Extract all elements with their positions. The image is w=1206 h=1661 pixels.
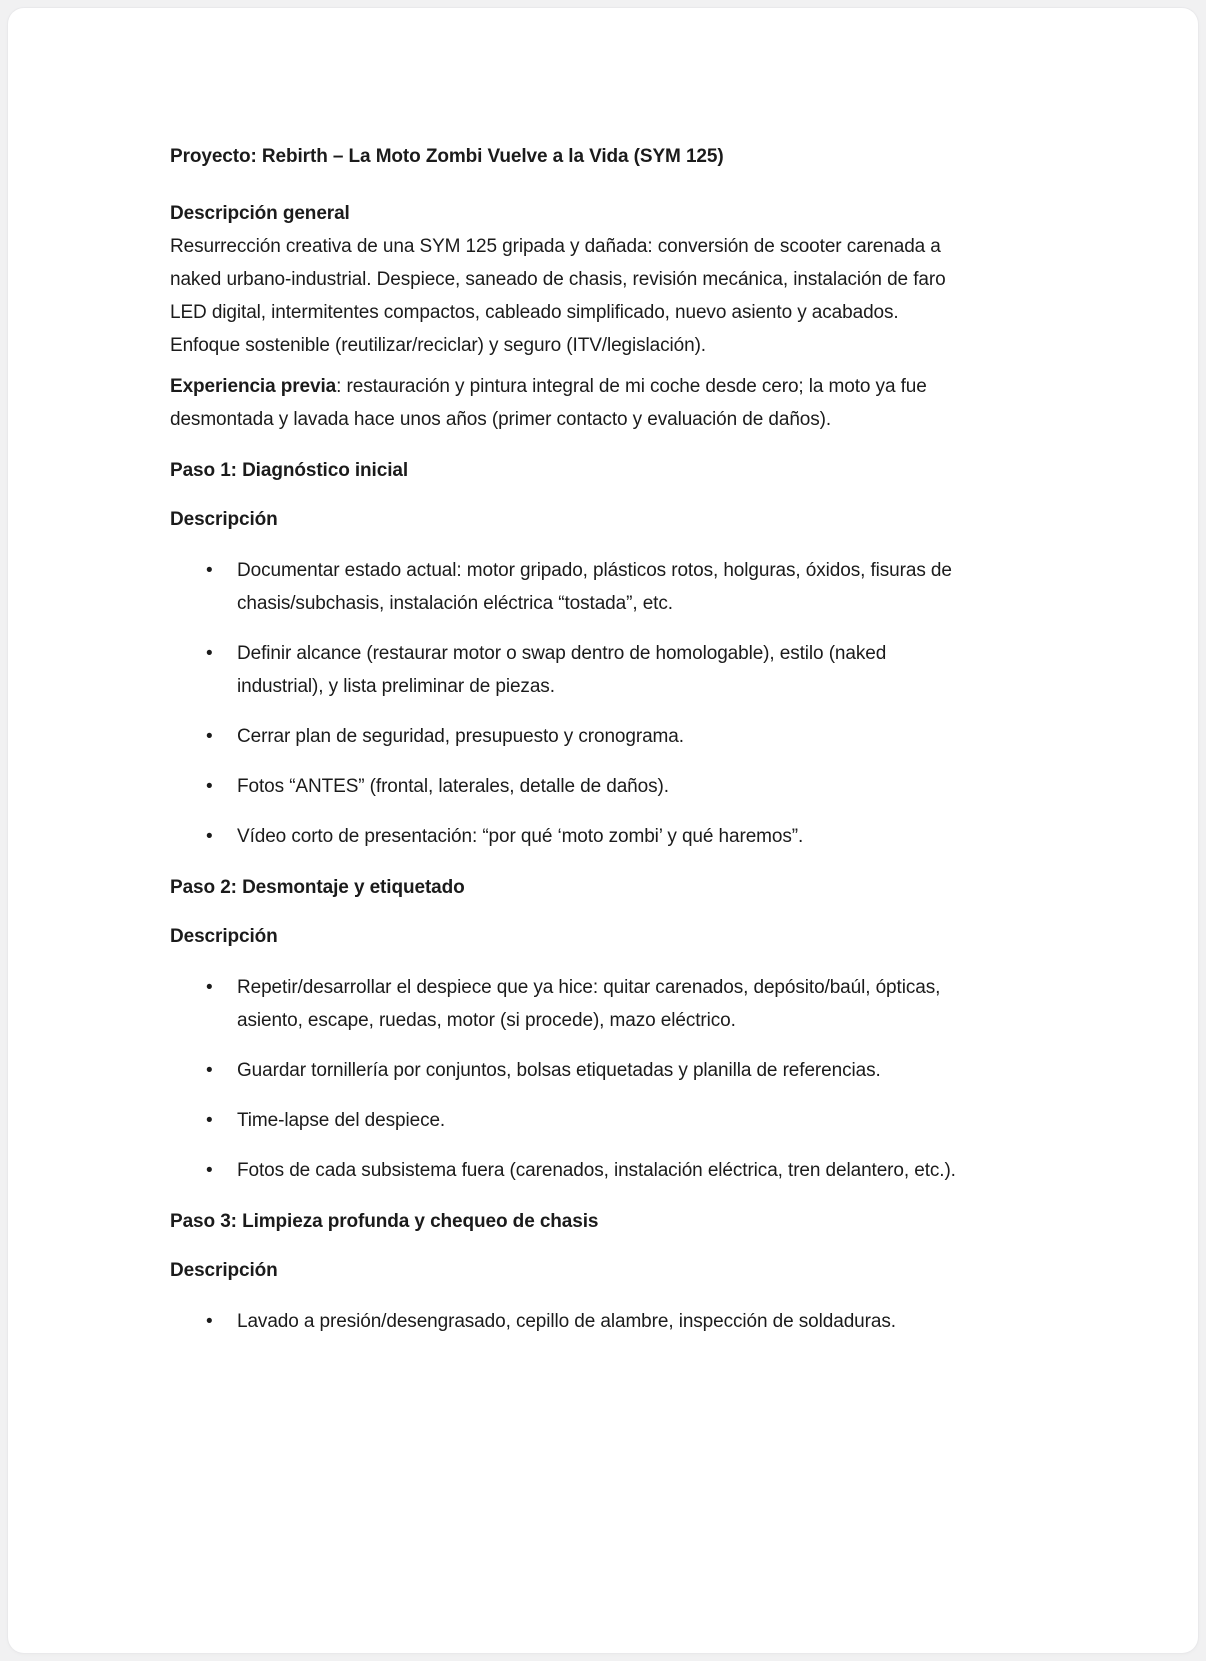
paragraph-experiencia bbox=[170, 370, 968, 436]
paragraph-general bbox=[170, 230, 968, 362]
heading-paso-2: Paso 2: Desmontaje y etiquetado bbox=[170, 877, 465, 898]
heading-paso-3: Paso 3: Limpieza profunda y chequeo de chasis bbox=[170, 1211, 599, 1232]
bullet-item: • Guardar tornillería por conjuntos, bolsas etiquetadas y planilla de referencias. bbox=[170, 1054, 968, 1087]
heading-descripcion-general: Descripción general bbox=[170, 203, 350, 224]
experiencia-text: : restauración y pintura integral de mi coche desde cero; la moto ya fue desmontada y lavada hace unos años (primer contacto y evaluación de daños). bbox=[170, 376, 927, 430]
paragraph-general-text: Resurrección creativa de una SYM 125 gripada y dañada: conversión de scooter carenada a naked urbano-industrial. Despiece, saneado de chasis, revisión mecánica, instalación de faro LED digital, intermitentes compactos, cableado simplificado, nuevo asiento y acabados. Enfoque sostenible (reutilizar/reciclar) y seguro (ITV/legislación). bbox=[170, 236, 946, 356]
bullet-item: • Fotos de cada subsistema fuera (carenados, instalación eléctrica, tren delantero, etc.). bbox=[170, 1154, 968, 1187]
bullet-item: • Documentar estado actual: motor gripado, plásticos rotos, holguras, óxidos, fisuras de chasis/subchasis, instalación eléctrica “tostada”, etc. bbox=[170, 554, 968, 620]
subheading-paso-3-descripcion: Descripción bbox=[170, 1260, 278, 1281]
heading-paso-1: Paso 1: Diagnóstico inicial bbox=[170, 460, 409, 481]
document-content bbox=[8, 8, 968, 1338]
bullet-item: • Definir alcance (restaurar motor o swap dentro de homologable), estilo (naked industrial), y lista preliminar de piezas. bbox=[170, 637, 968, 703]
bullet-list-paso-1 bbox=[170, 554, 968, 853]
bullet-item: • Fotos “ANTES” (frontal, laterales, detalle de daños). bbox=[170, 770, 968, 803]
bullet-item: • Vídeo corto de presentación: “por qué ‘moto zombi’ y qué haremos”. bbox=[170, 820, 968, 853]
experiencia-label: Experiencia previa bbox=[170, 376, 337, 397]
subheading-paso-1-descripcion: Descripción bbox=[170, 509, 278, 530]
bullet-item: • Cerrar plan de seguridad, presupuesto y cronograma. bbox=[170, 720, 968, 753]
document-title: Proyecto: Rebirth – La Moto Zombi Vuelve a la Vida (SYM 125) bbox=[170, 146, 724, 167]
bullet-item: • Repetir/desarrollar el despiece que ya hice: quitar carenados, depósito/baúl, ópticas, asiento, escape, ruedas, motor (si procede), mazo eléctrico. bbox=[170, 971, 968, 1037]
subheading-paso-2-descripcion: Descripción bbox=[170, 926, 278, 947]
bullet-item: • Time-lapse del despiece. bbox=[170, 1104, 968, 1137]
document-page bbox=[8, 8, 1198, 1653]
bullet-list-paso-3 bbox=[170, 1305, 968, 1338]
bullet-list-paso-2 bbox=[170, 971, 968, 1187]
bullet-item: • Lavado a presión/desengrasado, cepillo de alambre, inspección de soldaduras. bbox=[170, 1305, 968, 1338]
